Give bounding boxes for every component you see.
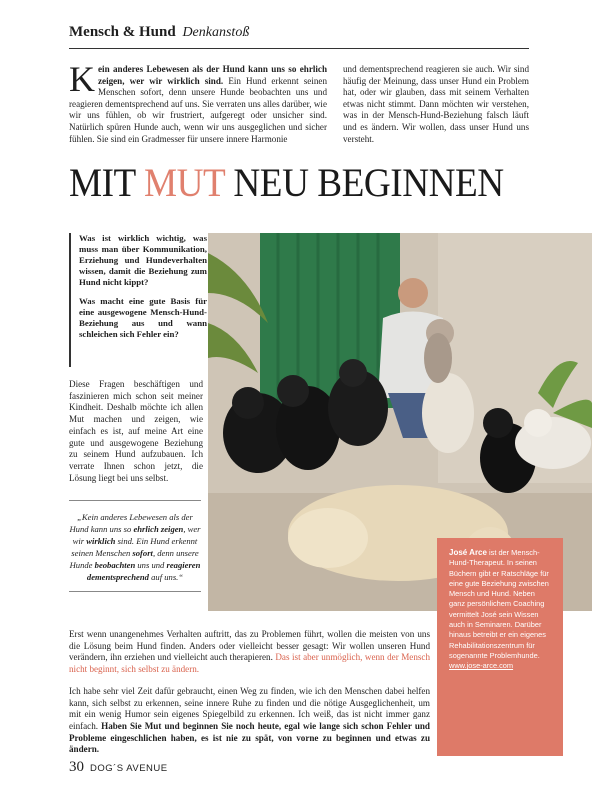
section-kicker: Denkanstoß	[182, 25, 250, 40]
quote-emphasis: ehrlich zeigen	[133, 524, 184, 534]
page-footer	[69, 759, 168, 776]
headline-part-1: MIT	[69, 160, 144, 205]
author-website-link[interactable]: www.jose-arce.com	[449, 661, 514, 671]
quote-emphasis: beobachten	[94, 560, 136, 570]
headline-part-2: NEU BEGINNEN	[224, 160, 504, 205]
quote-emphasis: reagieren dementsprechend	[86, 560, 201, 582]
magazine-name: DOG´S AVENUE	[90, 763, 168, 774]
body-text	[69, 629, 430, 766]
section-title	[69, 24, 249, 41]
article-headline	[69, 161, 506, 205]
body-text-plain: Erst wenn unangenehmes Verhalten auftritt, das zu Problemen führt, wollen die meisten von uns die Lösung beim Hund finden. Anders oder vielleicht besser gesagt: Wir wollen unseren Hund verändern, ihn erziehen und vielleicht auch therapieren.	[69, 629, 430, 663]
quote-emphasis: wirklich	[86, 536, 116, 546]
quote-text: auf uns.“	[148, 572, 184, 582]
header-divider	[69, 48, 529, 49]
lead-text: Ein Hund erkennt seinen Menschen sofort, denn unsere Hunde beobachten uns und reagieren dementsprechend auf uns. Sie verraten uns alles darüber, wie wir uns fühlen, ob wir frustriert, aufgeregt oder unsicher sind. Natürlich spüren Hunde auch, wenn wir uns ausgeglichen und sicher fühlen. Sie sind ein Gradmesser für unsere innere Harmonie	[69, 75, 327, 144]
question-2: Was macht eine gute Basis für eine ausgewogene Mensch-Hund-Beziehung aus und wann schleichen sich Fehler ein?	[79, 296, 207, 339]
body-text-highlight: Das ist aber unmöglich, wenn der Mensch nicht beginnt, sich selbst zu ändern.	[69, 652, 431, 675]
lead-column-2: und dementsprechend reagieren sie auch. Wir sind häufig der Meinung, dass unser Hund ein Problem hat, oder wir glauben, dass mit seinem Verhalten etwas nicht stimmt. Dann möchten wir verstehen, was in der Mensch-Hund-Beziehung falsch läuft und es ändern. Wir wollen, dass unser Hund uns versteht.	[343, 64, 529, 144]
body-text-bold: Haben Sie Mut und beginnen Sie noch heute, egal wie lange sich schon Fehler und Probleme eingeschlichen haben, es ist nie zu spät, von vorne zu beginnen und etwas zu ändern.	[69, 720, 430, 755]
lead-column-1	[69, 59, 327, 145]
body-paragraph-2	[69, 686, 430, 756]
pull-quote	[69, 500, 201, 592]
question-box	[69, 233, 207, 367]
author-caption-box	[437, 538, 563, 756]
quote-emphasis: sofort	[132, 548, 153, 558]
author-name: José Arce	[449, 548, 487, 557]
intro-paragraph: Diese Fragen beschäftigen und faszinieren mich schon seit meiner Kindheit. Deshalb möchte ich allen Mut machen und zeigen, wie einfach es ist, auf meine Art eine gute und ausgewogene Beziehung zu seinem Hund aufzubauen. Ich verrate Ihnen schon jetzt, die Lösung liegt bei uns selbst.	[69, 379, 203, 483]
body-text-plain: Ich habe sehr viel Zeit dafür gebraucht, einen Weg zu finden, wie ich den Menschen dabei helfen kann, sich selbst zu erkennen, seine innere Ruhe zu finden und die nötige Ausgeglichenheit, um mit ein wenig Humor sein eigenes Spiegelbild zu erkennen. Ich weiß, das ist nicht immer ganz einfach.	[69, 685, 430, 731]
drop-cap: K	[69, 59, 95, 99]
quote-text: „Kein anderes Lebewesen als der Hund kann uns so	[69, 512, 193, 534]
lead-bold-opening: ein anderes Lebewesen als der Hund kann uns so ehrlich zeigen, wer wir wirklich sind.	[98, 64, 327, 86]
section-name: Mensch & Hund	[69, 24, 176, 40]
body-paragraph-1	[69, 629, 430, 676]
author-bio: ist der Mensch-Hund-Therapeut. In seinen Büchern gibt er Ratschläge für eine gute Beziehung zwischen Mensch und Hund. Neben ganz persönlichem Coaching vermittelt José sein Wissen auch in Seminaren. Darüber hinaus betreibt er ein eigenes Rehabilitationszentrum für sogenannte Problemhunde.	[449, 548, 549, 660]
quote-text: , denn unsere Hunde	[69, 548, 199, 570]
quote-text: , wer wir	[72, 524, 201, 546]
headline-accent-word: MUT	[143, 160, 225, 205]
question-1: Was ist wirklich wichtig, was muss man über Kommunikation, Erziehung und Hundeverhalten wissen, damit die Beziehung zum Hund nicht kippt?	[79, 233, 207, 287]
quote-text: uns und	[135, 560, 167, 570]
quote-text: sind. Ein Hund erkennt seinen Menschen	[71, 536, 198, 558]
page-number: 30	[69, 759, 84, 775]
